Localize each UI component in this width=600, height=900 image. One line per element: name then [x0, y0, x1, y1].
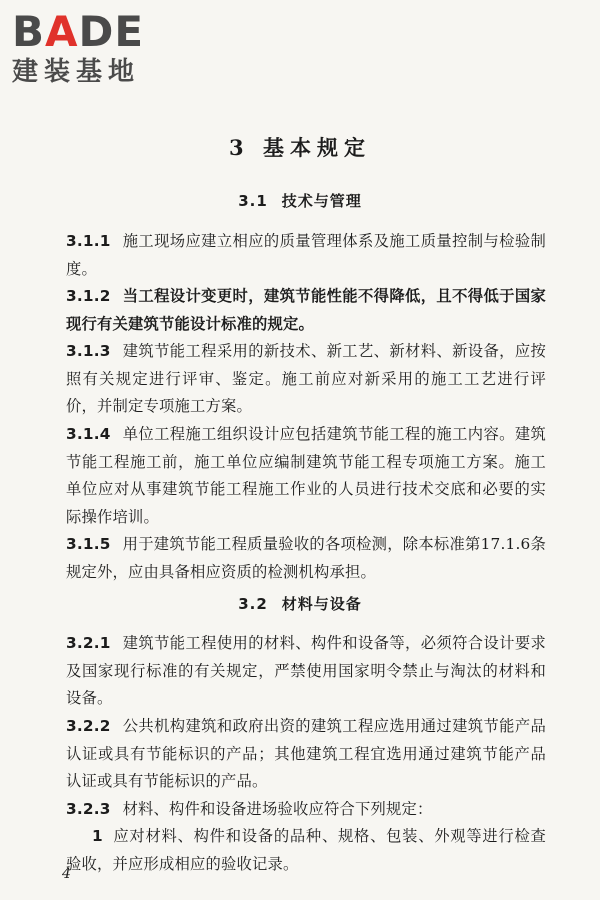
clause-text: 单位工程施工组织设计应包括建筑节能工程的施工内容。建筑节能工程施工前，施工单位应编制建筑节能工程专项施工方案。施工单位应对从事建筑节能工程施工作业的人员进行技术交底和必要的实际操作培训。 [66, 425, 546, 526]
clause-number: 3.2.2 [66, 717, 111, 735]
logo-subtitle: 建装基地 [12, 57, 141, 87]
clause-number: 3.1.4 [66, 425, 111, 443]
clause-number: 3.1.3 [66, 342, 111, 360]
brand-logo [12, 8, 174, 88]
clause-text: 当工程设计变更时，建筑节能性能不得降低，且不得低于国家现行有关建筑节能设计标准的规定。 [66, 287, 546, 333]
item-text: 应对材料、构件和设备的品种、规格、包装、外观等进行检查验收，并应形成相应的验收记录。 [66, 827, 546, 873]
clause-item [66, 823, 546, 878]
section-number: 3.1 [238, 192, 268, 210]
clause-text: 施工现场应建立相应的质量管理体系及施工质量控制与检验制度。 [66, 232, 546, 278]
clause [66, 796, 546, 824]
page-number: 4 [62, 866, 71, 882]
clause-mandatory [66, 283, 546, 338]
section-title-text: 材料与设备 [281, 595, 362, 613]
clause-text: 材料、构件和设备进场验收应符合下列规定： [122, 800, 433, 818]
clause-number: 3.1.1 [66, 232, 111, 250]
clause [66, 713, 546, 796]
chapter-title: 3 基本规定 [229, 135, 371, 160]
section-heading [0, 190, 600, 211]
clause-number: 3.1.2 [66, 287, 111, 305]
clause-number: 3.2.3 [66, 800, 111, 818]
clause-text: 用于建筑节能工程质量验收的各项检测，除本标准第17.1.6条规定外，应由具备相应资质的检测机构承担。 [66, 535, 546, 581]
clause-text: 公共机构建筑和政府出资的建筑工程应选用通过建筑节能产品认证或具有节能标识的产品；其他建筑工程宜选用通过建筑节能产品认证或具有节能标识的产品。 [66, 717, 546, 790]
clause-text: 建筑节能工程使用的材料、构件和设备等，必须符合设计要求及国家现行标准的有关规定，严禁使用国家明令禁止与淘汰的材料和设备。 [66, 634, 546, 707]
section-heading [0, 593, 600, 614]
section-title-text: 技术与管理 [281, 192, 362, 210]
clause [66, 228, 546, 283]
clause [66, 421, 546, 531]
logo-letter-b: B [12, 7, 46, 56]
clause [66, 338, 546, 421]
item-number: 1 [92, 827, 103, 845]
clause [66, 531, 546, 586]
clause-number: 3.1.5 [66, 535, 111, 553]
logo-wordmark [12, 8, 174, 56]
clause [66, 630, 546, 713]
logo-letter-a-accent: A [45, 7, 79, 56]
section-number: 3.2 [238, 595, 268, 613]
logo-letters-de: DE [78, 7, 145, 56]
clause-text: 建筑节能工程采用的新技术、新工艺、新材料、新设备，应按照有关规定进行评审、鉴定。施工前应对新采用的施工工艺进行评价，并制定专项施工方案。 [66, 342, 546, 415]
clause-number: 3.2.1 [66, 634, 111, 652]
